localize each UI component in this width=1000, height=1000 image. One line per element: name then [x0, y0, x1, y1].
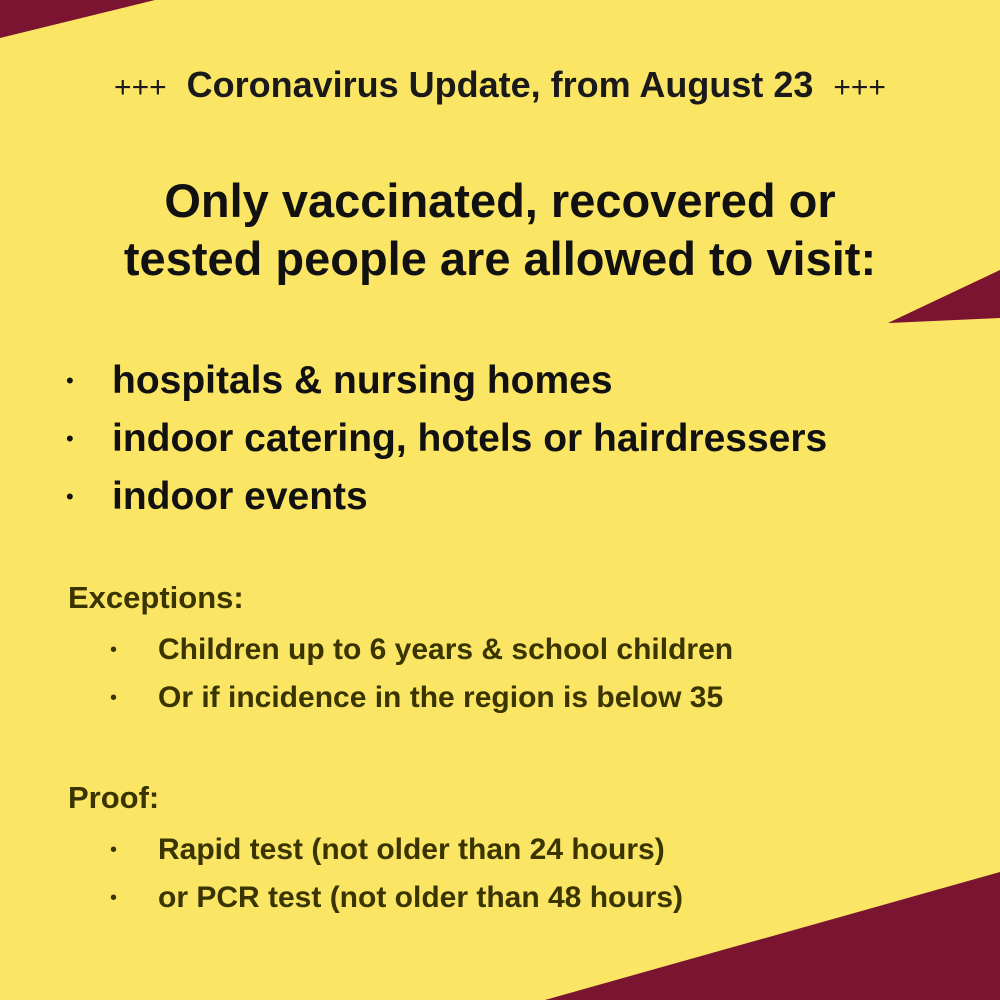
headline — [0, 172, 1000, 288]
list-item-text: Rapid test (not older than 24 hours) — [158, 833, 665, 866]
header-title: Coronavirus Update, from August 23 — [186, 64, 814, 105]
bullet-icon: • — [110, 887, 118, 909]
update-header — [0, 64, 1000, 106]
list-item — [66, 468, 827, 526]
list-item-text: Children up to 6 years & school children — [158, 633, 734, 666]
exceptions-heading: Exceptions: — [68, 580, 244, 615]
header-decor-right: +++ — [833, 71, 886, 104]
bullet-icon: • — [110, 639, 118, 661]
corner-shape-top-left — [0, 0, 155, 38]
header-decor-left: +++ — [114, 71, 167, 104]
list-item — [110, 874, 683, 922]
list-item — [66, 410, 827, 468]
headline-line-1: Only vaccinated, recovered or — [164, 174, 836, 227]
list-item-text: indoor catering, hotels or hairdressers — [112, 417, 828, 460]
bullet-icon: • — [110, 687, 118, 709]
list-item — [110, 674, 733, 722]
exceptions-list — [110, 626, 733, 722]
bullet-icon: • — [110, 839, 118, 861]
list-item — [110, 626, 733, 674]
list-item-text: Or if incidence in the region is below 35 — [158, 681, 724, 714]
bullet-icon: • — [66, 426, 74, 451]
list-item — [66, 352, 827, 410]
headline-line-2: tested people are allowed to visit: — [123, 232, 877, 285]
list-item-text: hospitals & nursing homes — [112, 359, 613, 402]
proof-list — [110, 826, 683, 922]
list-item — [110, 826, 683, 874]
proof-heading: Proof: — [68, 780, 160, 815]
list-item-text: or PCR test (not older than 48 hours) — [158, 881, 684, 914]
bullet-icon: • — [66, 368, 74, 393]
places-list — [66, 352, 827, 526]
list-item-text: indoor events — [112, 475, 368, 518]
bullet-icon: • — [66, 484, 74, 509]
